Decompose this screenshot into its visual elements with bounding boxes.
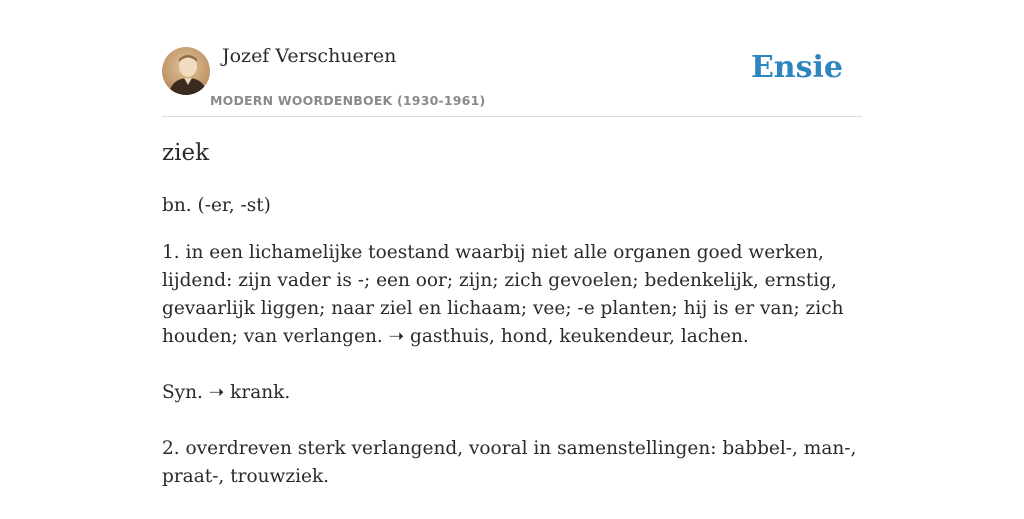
entry-card	[162, 0, 862, 512]
definition-paragraph: 2. overdreven sterk verlangend, vooral in samenstellingen: babbel-, man-, praat-, trouwziek.	[162, 438, 857, 487]
synonym-paragraph: Syn. ➝ krank.	[162, 382, 291, 403]
source-title[interactable]: MODERN WOORDENBOEK (1930-1961)	[210, 93, 486, 108]
definition-body	[162, 239, 864, 519]
ensie-logo[interactable]: Ensie	[750, 50, 843, 85]
definition-paragraph: 1. in een lichamelijke toestand waarbij niet alle organen goed werken, lijdend: zijn vader is -; een oor; zijn; zich gevoelen; bedenkelijk, ernstig, gevaarlijk liggen; naar ziel en lichaam; vee; -e planten; hij is er van; zich houden; van verlangen. ➝ gasthuis, hond, keukendeur, lachen.	[162, 242, 844, 347]
grammar-info: bn. (-er, -st)	[162, 195, 271, 216]
header	[162, 0, 862, 117]
author-name[interactable]: Jozef Verschueren	[222, 45, 397, 67]
author-portrait-icon	[162, 47, 210, 95]
author-avatar[interactable]	[162, 47, 210, 95]
entry-term: ziek	[162, 140, 210, 166]
